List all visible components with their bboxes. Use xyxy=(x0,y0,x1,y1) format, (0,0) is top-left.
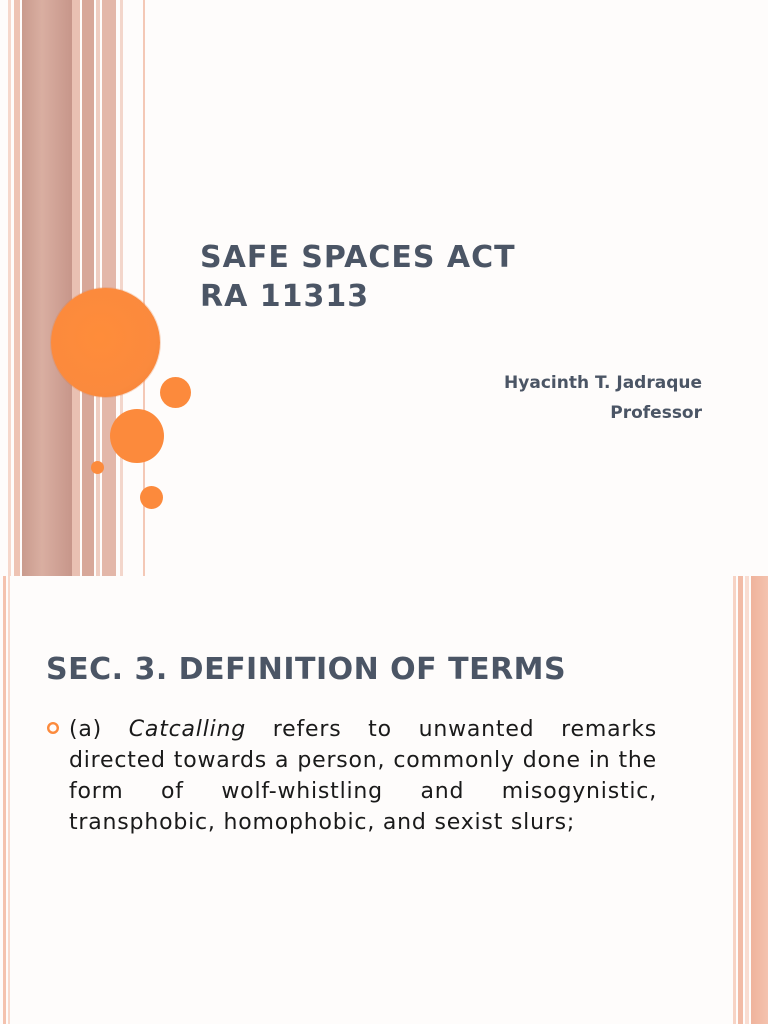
decorative-stripe xyxy=(22,0,72,576)
decorative-stripe xyxy=(733,576,736,1024)
decorative-circle xyxy=(140,486,163,509)
slide-title-line-1: SAFE SPACES ACT xyxy=(200,240,516,275)
author-name: Hyacinth T. Jadraque xyxy=(504,373,702,393)
decorative-stripe xyxy=(745,576,749,1024)
decorative-circle xyxy=(160,377,191,408)
section-heading: SEC. 3. DEFINITION OF TERMS xyxy=(46,652,567,687)
slide-subtitle xyxy=(504,368,702,428)
slide-title-line-2: RA 11313 xyxy=(200,279,370,314)
decorative-circle-large xyxy=(51,288,160,397)
decorative-circle xyxy=(110,409,164,463)
decorative-stripe xyxy=(72,0,80,576)
author-role: Professor xyxy=(610,403,702,423)
decorative-stripe xyxy=(14,0,20,576)
bullet-prefix: (a) xyxy=(69,717,129,742)
bullet-term: Catcalling xyxy=(128,717,247,742)
decorative-stripe xyxy=(738,576,743,1024)
decorative-stripe xyxy=(3,576,6,1024)
bullet-definition: refers to unwanted remarks directed towards a person, commonly done in the form of wolf-whistling and misogynistic, transphobic, homophobic, and sexist slurs; xyxy=(69,717,657,835)
decorative-stripe xyxy=(8,0,11,576)
bullet-text xyxy=(69,714,657,838)
slide-title xyxy=(200,238,516,316)
decorative-stripe xyxy=(751,576,768,1024)
bullet-ring-icon xyxy=(46,721,60,735)
decorative-stripe xyxy=(8,576,10,1024)
decorative-circle xyxy=(91,461,104,474)
decorative-stripe xyxy=(82,0,94,576)
decorative-stripe xyxy=(120,0,123,576)
